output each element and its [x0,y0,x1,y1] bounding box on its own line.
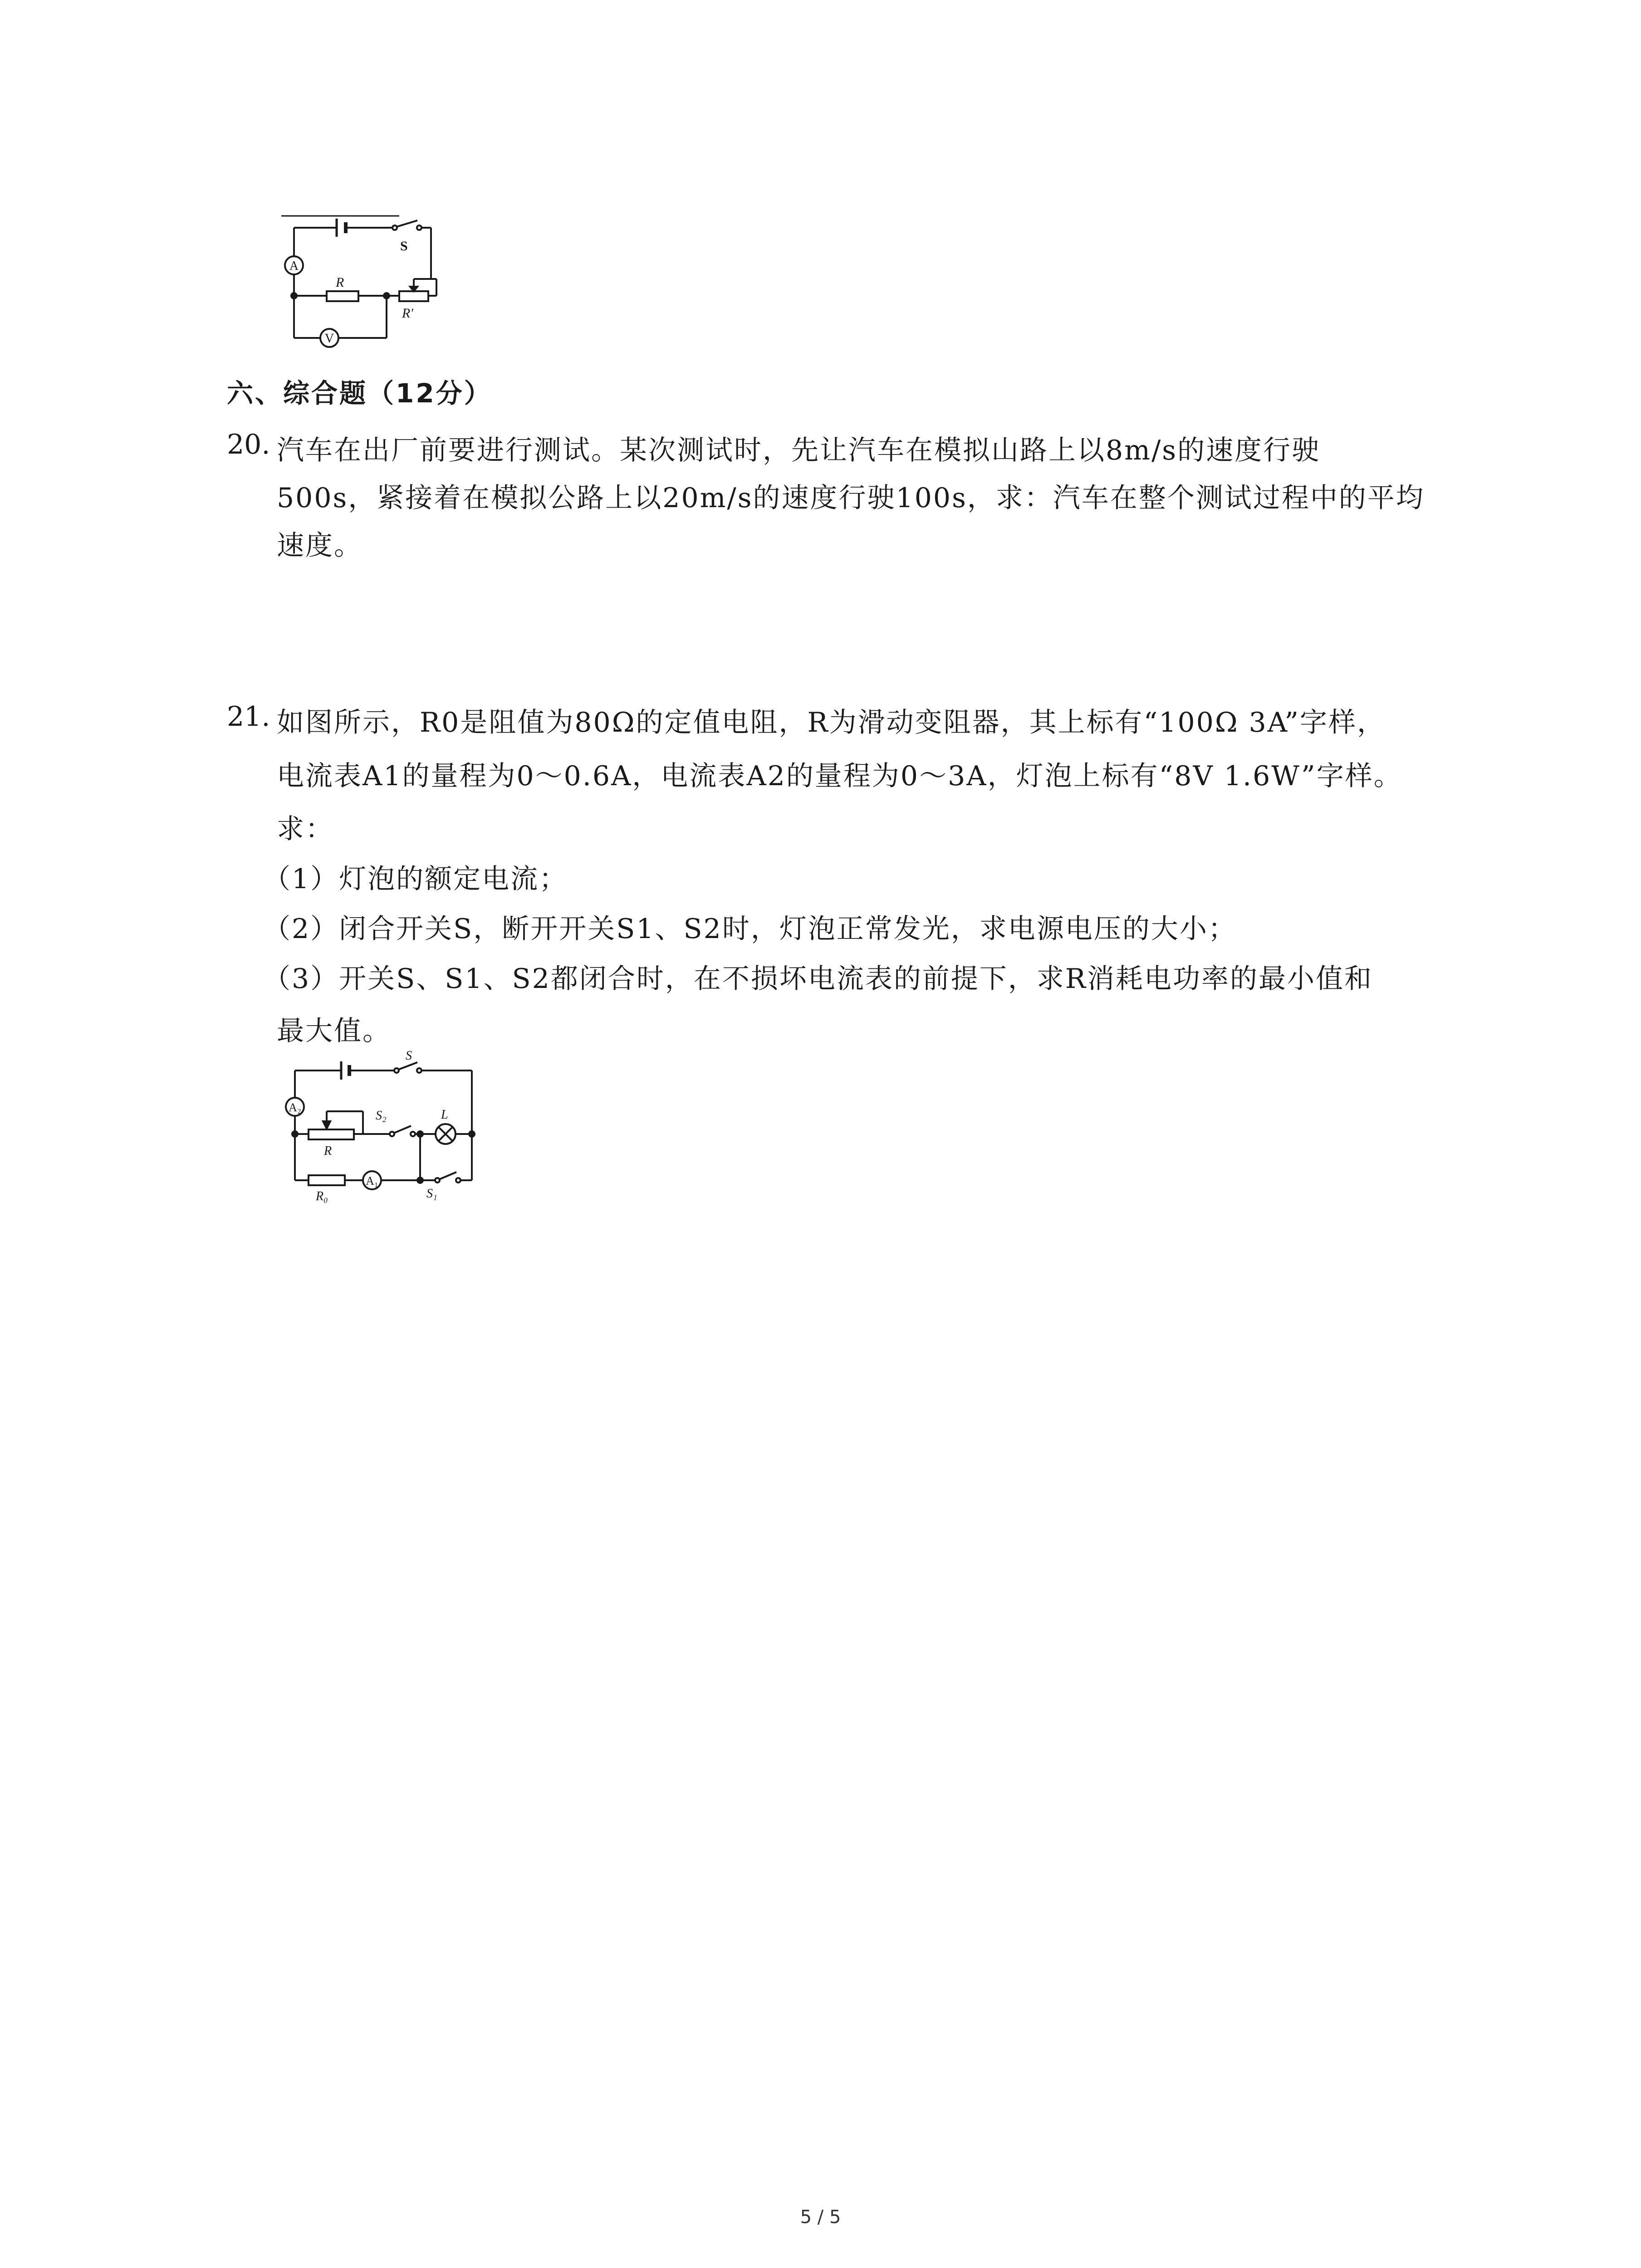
circuit-diagram-1 [268,209,458,354]
circuit-diagram-2 [277,1048,490,1203]
question-21-line-3: 求： [277,813,334,845]
question-20-line-2: 500s，紧接着在模拟公路上以20m/s的速度行驶100s，求：汽车在整个测试过程中的平均 [277,482,1425,514]
section-heading: 六、综合题（12分） [227,378,492,409]
question-21-part-3-cont: 最大值。 [277,1015,391,1047]
ammeter-a1-label: A₁ [366,1174,378,1188]
switch-s-label: S [406,1049,412,1063]
question-21-part-2: （2）闭合开关S，断开开关S1、S2时，灯泡正常发光，求电源电压的大小； [263,913,1237,945]
switch-s2-label: S₂ [376,1109,387,1123]
question-20-line-1: 汽车在出厂前要进行测试。某次测试时，先让汽车在模拟山路上以8m/s的速度行驶 [277,435,1321,466]
rheostat-label: R′ [402,306,413,321]
rheostat-r-label: R [324,1144,332,1158]
switch-s1-label: S₁ [426,1187,437,1201]
question-21-line-2: 电流表A1的量程为0～0.6A，电流表A2的量程为0～3A，灯泡上标有“8V 1.6W”字样。 [277,760,1402,792]
question-21-line-1: 如图所示，R0是阻值为80Ω的定值电阻，R为滑动变阻器，其上标有“100Ω 3A”字样， [277,707,1386,738]
ammeter-label: A [289,259,299,273]
lamp-label: L [441,1108,448,1122]
question-20-number: 20. [227,429,270,460]
resistor-label: R [336,275,344,290]
question-20-line-3: 速度。 [277,530,362,562]
question-21-number: 21. [227,701,270,733]
voltmeter-label: V [324,332,334,346]
question-21-part-1: （1）灯泡的额定电流； [263,863,568,895]
resistor-r0-label: R₀ [316,1189,328,1203]
ammeter-a2-label: A₂ [289,1101,301,1114]
page-number: 5 / 5 [800,2207,841,2228]
switch-label: S [400,239,408,254]
question-21-part-3: （3）开关S、S1、S2都闭合时，在不损坏电流表的前提下，求R消耗电功率的最小值和 [263,963,1373,995]
